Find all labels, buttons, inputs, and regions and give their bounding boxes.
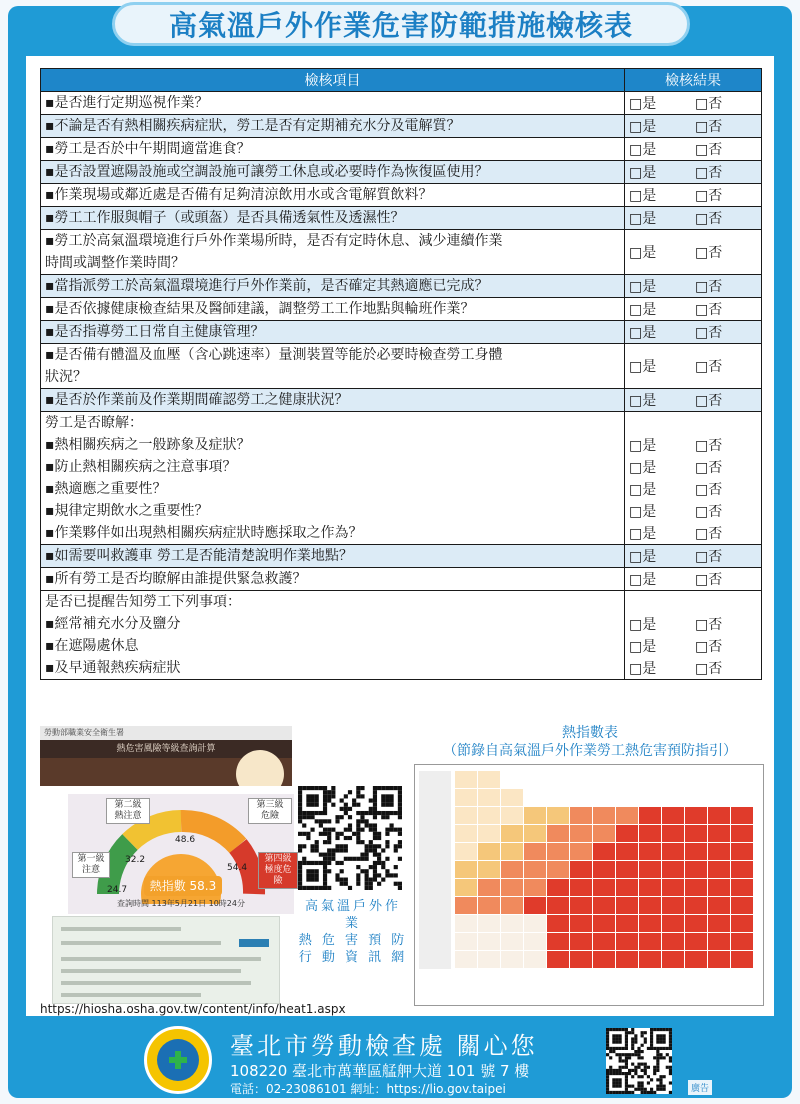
qr-caption-line: 高氣溫戶外作業 <box>304 899 401 931</box>
heat-index-cell <box>685 879 707 896</box>
form-submit-button <box>239 939 269 947</box>
no-checkbox[interactable]: □否 <box>695 325 723 341</box>
heat-index-cell <box>616 915 638 932</box>
check-group-heading: 是否已提醒告知勞工下列事項： <box>45 594 241 610</box>
heat-index-cell <box>731 807 753 824</box>
check-item-text: ▪是否於作業前及作業期間確認勞工之健康狀況？ <box>45 392 349 408</box>
table-row <box>41 568 762 591</box>
no-checkbox[interactable]: □否 <box>695 572 723 588</box>
gauge-tick-left: 32.2 <box>125 855 146 865</box>
lower-section <box>26 716 774 1016</box>
tool-screenshot-header <box>40 726 292 786</box>
header-items: 檢核項目 <box>41 69 625 92</box>
no-checkbox[interactable]: □否 <box>695 279 723 295</box>
heat-index-cell <box>593 843 615 860</box>
heat-index-cell <box>616 951 638 968</box>
heat-index-cell <box>501 915 523 932</box>
check-item-text: ▪不論是否有熱相關疾病症狀，勞工是否有定期補充水分及電解質？ <box>45 118 461 134</box>
check-item-text: ▪如需要叫救護車 勞工是否能清楚說明作業地點？ <box>45 548 353 564</box>
heat-index-cell <box>616 933 638 950</box>
heat-index-cell <box>547 897 569 914</box>
heat-index-cell <box>685 807 707 824</box>
yes-checkbox[interactable]: □是 <box>629 245 657 261</box>
check-item-text: ▪及早通報熱疾病症狀 <box>45 660 181 676</box>
heat-index-cell <box>662 807 684 824</box>
heat-index-cell <box>455 951 477 968</box>
heat-index-cell <box>685 915 707 932</box>
check-item-text: ▪作業現場或鄰近處是否備有足夠清涼飲用水或含電解質飲料？ <box>45 187 433 203</box>
query-time: 查詢時間 113年5月21日 10時24分 <box>117 899 245 908</box>
heat-index-cell <box>639 933 661 950</box>
heat-index-table <box>414 764 764 1006</box>
check-item <box>41 184 625 207</box>
check-item-text: ▪規律定期飲水之重要性？ <box>45 503 209 519</box>
check-item-text: 狀況？ <box>45 369 87 385</box>
check-item <box>41 230 625 275</box>
heat-index-cell <box>455 933 477 950</box>
heat-index-cell <box>593 825 615 842</box>
no-checkbox[interactable]: □否 <box>695 245 723 261</box>
heat-index-cell <box>616 861 638 878</box>
heat-index-cell <box>662 879 684 896</box>
heat-index-cell <box>639 897 661 914</box>
table-row <box>41 115 762 138</box>
checklist-sheet <box>26 56 774 1016</box>
heat-index-cell <box>685 933 707 950</box>
heat-index-cell <box>593 807 615 824</box>
heat-index-cell <box>708 915 730 932</box>
table-row <box>41 545 762 568</box>
heat-index-cell <box>639 825 661 842</box>
check-item <box>41 298 625 321</box>
heat-index-cell <box>455 843 477 860</box>
qr-caption-line: 行 動 資 訊 網 <box>298 950 408 965</box>
result-cell <box>625 298 762 321</box>
heat-index-cell <box>455 825 477 842</box>
heat-index-cell <box>455 897 477 914</box>
no-checkbox[interactable]: □否 <box>695 165 723 181</box>
heat-index-cell <box>547 879 569 896</box>
heat-index-cell <box>616 825 638 842</box>
yes-checkbox[interactable]: □是 <box>629 438 657 454</box>
heat-index-cell <box>662 915 684 932</box>
no-checkbox[interactable]: □否 <box>695 482 723 498</box>
check-item-text: ▪是否設置遮陽設施或空調設施可讓勞工休息或必要時作為恢復區使用？ <box>45 164 489 180</box>
yes-checkbox[interactable]: □是 <box>629 617 657 633</box>
yes-checkbox[interactable]: □是 <box>629 279 657 295</box>
heat-index-cell <box>639 951 661 968</box>
heat-index-cell <box>524 897 546 914</box>
table-row <box>41 344 762 389</box>
heat-index-cell <box>570 879 592 896</box>
table-group-row <box>41 412 762 545</box>
table-row <box>41 230 762 275</box>
heat-index-cell <box>570 861 592 878</box>
heat-index-cell <box>731 879 753 896</box>
heat-index-cell <box>501 933 523 950</box>
heat-index-cell <box>639 807 661 824</box>
no-checkbox[interactable]: □否 <box>695 119 723 135</box>
form-note <box>61 993 201 997</box>
heat-index-cell <box>593 915 615 932</box>
heat-index-cell <box>639 915 661 932</box>
form-note <box>61 981 251 985</box>
gauge-label-level4: 第四級 極度危險 <box>258 852 298 889</box>
check-item <box>41 389 625 412</box>
table-row <box>41 298 762 321</box>
heat-index-cell <box>524 825 546 842</box>
heat-index-cell <box>570 807 592 824</box>
heat-index-cell <box>547 843 569 860</box>
heat-index-cell <box>478 771 500 788</box>
heat-index-cell <box>639 843 661 860</box>
heat-index-cell <box>570 915 592 932</box>
table-row <box>41 207 762 230</box>
heat-index-cell <box>662 897 684 914</box>
qr-caption <box>298 898 408 966</box>
table-row <box>41 92 762 115</box>
heat-index-cell <box>524 933 546 950</box>
heat-index-cell <box>708 843 730 860</box>
heat-index-cell <box>662 933 684 950</box>
yes-checkbox[interactable]: □是 <box>629 142 657 158</box>
no-checkbox[interactable]: □否 <box>695 504 723 520</box>
check-item <box>41 568 625 591</box>
yes-checkbox[interactable]: □是 <box>629 325 657 341</box>
heat-index-cell <box>547 915 569 932</box>
footer-org: 臺北市勞動檢查處 關心您 <box>230 1032 538 1060</box>
heat-index-cell <box>662 843 684 860</box>
heat-index-cell <box>570 897 592 914</box>
heat-index-cell <box>478 861 500 878</box>
heat-index-cell <box>478 807 500 824</box>
form-field <box>61 941 221 945</box>
heat-index-cell <box>547 951 569 968</box>
check-item-text: ▪是否指導勞工日常自主健康管理？ <box>45 324 265 340</box>
heat-index-cell <box>731 897 753 914</box>
heat-index-cell <box>547 825 569 842</box>
gauge-tick-low: 24.7 <box>107 885 128 895</box>
heat-index-cell <box>708 897 730 914</box>
heat-index-cell <box>455 807 477 824</box>
page-title: 高氣溫戶外作業危害防範措施檢核表 <box>168 9 633 42</box>
yes-checkbox[interactable]: □是 <box>629 188 657 204</box>
heat-index-title: 熱指數表 <box>562 725 618 741</box>
heat-index-cell <box>731 933 753 950</box>
no-checkbox[interactable]: □否 <box>695 393 723 409</box>
check-item-text: ▪是否進行定期巡視作業？ <box>45 95 209 111</box>
heat-index-cell <box>455 789 477 806</box>
heat-index-cell <box>501 951 523 968</box>
heat-index-cell <box>478 825 500 842</box>
heat-index-cell <box>478 879 500 896</box>
gauge-tick-top: 48.6 <box>175 835 196 845</box>
check-item <box>41 207 625 230</box>
heat-index-cell <box>501 825 523 842</box>
no-checkbox[interactable]: □否 <box>695 639 723 655</box>
check-item <box>41 344 625 389</box>
result-cell <box>625 138 762 161</box>
yes-checkbox[interactable]: □是 <box>629 526 657 542</box>
heat-index-cell <box>616 807 638 824</box>
no-checkbox[interactable]: □否 <box>695 359 723 375</box>
result-cell <box>625 161 762 184</box>
heat-index-cell <box>478 897 500 914</box>
heat-index-cell <box>708 933 730 950</box>
heat-index-cell <box>616 897 638 914</box>
heat-index-cell <box>524 879 546 896</box>
result-cell <box>625 344 762 389</box>
tool-banner: 熱危害風險等級查詢計算 <box>40 740 292 758</box>
gauge-label-level2: 第二級 熱注意 <box>106 798 150 824</box>
yes-checkbox[interactable]: □是 <box>629 165 657 181</box>
check-item <box>41 138 625 161</box>
heat-index-cell <box>524 861 546 878</box>
check-item-text: ▪是否依據健康檢查結果及醫師建議，調整勞工工作地點與輪班作業？ <box>45 301 475 317</box>
check-item <box>41 321 625 344</box>
heat-index-cell <box>570 933 592 950</box>
check-group <box>41 412 625 545</box>
heat-index-cell <box>593 897 615 914</box>
result-cell <box>625 92 762 115</box>
table-row <box>41 389 762 412</box>
table-row <box>41 138 762 161</box>
no-checkbox[interactable]: □否 <box>695 617 723 633</box>
check-item <box>41 545 625 568</box>
heat-index-cell <box>662 861 684 878</box>
gauge-label-level1: 第一級 注意 <box>72 852 110 878</box>
no-checkbox[interactable]: □否 <box>695 549 723 565</box>
heat-index-cell <box>478 789 500 806</box>
check-item-text: ▪在遮陽處休息 <box>45 638 139 654</box>
yes-checkbox[interactable]: □是 <box>629 302 657 318</box>
header-results: 檢核結果 <box>625 69 762 92</box>
yes-checkbox[interactable]: □是 <box>629 96 657 112</box>
table-row <box>41 321 762 344</box>
yes-checkbox[interactable]: □是 <box>629 504 657 520</box>
check-item <box>41 275 625 298</box>
check-item-text: ▪熱適應之重要性？ <box>45 481 167 497</box>
heat-index-cell <box>708 861 730 878</box>
heat-index-cell <box>524 951 546 968</box>
heat-index-cell <box>455 915 477 932</box>
check-item <box>41 161 625 184</box>
heat-index-cell <box>731 951 753 968</box>
no-checkbox[interactable]: □否 <box>695 661 723 677</box>
heat-index-cell <box>708 879 730 896</box>
heat-index-cell <box>478 843 500 860</box>
check-item-text: ▪防止熱相關疾病之注意事項？ <box>45 459 237 475</box>
heat-index-heading <box>420 724 760 760</box>
check-item-text: 時間或調整作業時間？ <box>45 255 185 271</box>
heat-index-cell <box>478 951 500 968</box>
heat-index-cell <box>685 951 707 968</box>
result-cell <box>625 321 762 344</box>
heat-index-cell <box>547 933 569 950</box>
title-banner <box>112 2 690 46</box>
gauge-tick-right: 54.4 <box>227 863 248 873</box>
heat-index-cell <box>547 807 569 824</box>
heat-index-cell <box>501 789 523 806</box>
yes-checkbox[interactable]: □是 <box>629 393 657 409</box>
check-group-heading: 勞工是否瞭解： <box>45 415 143 431</box>
check-item <box>41 115 625 138</box>
qr-caption-line: 熱 危 害 預 防 <box>298 933 408 948</box>
heat-index-value: 熱指數 58.3 <box>144 876 222 896</box>
form-note <box>61 969 241 973</box>
heat-index-cell <box>708 825 730 842</box>
heat-index-cell <box>524 843 546 860</box>
no-checkbox[interactable]: □否 <box>695 96 723 112</box>
check-group <box>41 591 625 680</box>
heat-index-cell <box>570 825 592 842</box>
check-item-text: ▪作業夥伴如出現熱相關疾病症狀時應採取之作為？ <box>45 525 363 541</box>
ad-badge: 廣告 <box>688 1080 712 1095</box>
yes-checkbox[interactable]: □是 <box>629 211 657 227</box>
yes-checkbox[interactable]: □是 <box>629 119 657 135</box>
heat-index-cell <box>501 897 523 914</box>
check-item-text: ▪勞工工作服與帽子（或頭盔）是否具備透氣性及透濕性？ <box>45 210 405 226</box>
heat-index-cell <box>593 879 615 896</box>
heat-index-cell <box>639 861 661 878</box>
form-field <box>61 927 181 931</box>
result-cell <box>625 275 762 298</box>
result-cell <box>625 412 762 545</box>
result-cell <box>625 115 762 138</box>
heat-index-cell <box>501 879 523 896</box>
check-item-text: ▪經常補充水分及鹽分 <box>45 616 181 632</box>
heat-gauge <box>68 794 294 914</box>
gauge-label-level3: 第三級 危險 <box>248 798 292 824</box>
heat-index-cell <box>455 861 477 878</box>
no-checkbox[interactable]: □否 <box>695 438 723 454</box>
tool-form-panel <box>52 916 280 1004</box>
footer-contact: 電話：02-23086101 網址：https://lio.gov.taipei <box>230 1082 506 1096</box>
heat-index-axis <box>419 771 451 969</box>
no-checkbox[interactable]: □否 <box>695 302 723 318</box>
heat-index-cell <box>547 861 569 878</box>
footer-qr-code-icon[interactable] <box>606 1028 672 1094</box>
heat-index-cell <box>593 933 615 950</box>
check-item-text: ▪是否備有體溫及血壓（含心跳速率）量測裝置等能於必要時檢查勞工身體 <box>45 347 503 363</box>
tool-url[interactable]: https://hiosha.osha.gov.tw/content/info/heat1.aspx <box>40 1002 346 1016</box>
heat-index-cell <box>731 861 753 878</box>
heat-index-cell <box>570 951 592 968</box>
heat-index-cell <box>731 915 753 932</box>
result-cell <box>625 568 762 591</box>
table-row <box>41 275 762 298</box>
checklist-table <box>40 68 762 680</box>
heat-index-cell <box>662 825 684 842</box>
table-row <box>41 161 762 184</box>
heat-index-cell <box>501 843 523 860</box>
heat-index-cell <box>524 915 546 932</box>
heat-index-cell <box>662 951 684 968</box>
heat-index-cell <box>455 879 477 896</box>
heat-index-cell <box>639 879 661 896</box>
yes-checkbox[interactable]: □是 <box>629 460 657 476</box>
heat-index-subtitle: （節錄自高氣溫戶外作業勞工熱危害預防指引） <box>443 743 737 759</box>
no-checkbox[interactable]: □否 <box>695 142 723 158</box>
heat-index-cell <box>455 771 477 788</box>
result-cell <box>625 207 762 230</box>
yes-checkbox[interactable]: □是 <box>629 661 657 677</box>
qr-code-icon[interactable] <box>298 786 402 892</box>
labor-inspection-logo-icon <box>144 1026 212 1094</box>
heat-index-cell <box>685 861 707 878</box>
heat-index-cell <box>616 843 638 860</box>
result-cell <box>625 184 762 207</box>
form-note <box>61 957 261 961</box>
heat-index-cell <box>616 879 638 896</box>
heat-index-cell <box>685 897 707 914</box>
heat-index-cell <box>708 807 730 824</box>
heat-index-cell <box>593 861 615 878</box>
no-checkbox[interactable]: □否 <box>695 460 723 476</box>
heat-index-cell <box>478 933 500 950</box>
heat-index-cell <box>501 807 523 824</box>
heat-index-cell <box>501 861 523 878</box>
table-row <box>41 184 762 207</box>
heat-index-cell <box>731 825 753 842</box>
check-item-text: ▪當指派勞工於高氣溫環境進行戶外作業前，是否確定其熱適應已完成？ <box>45 278 489 294</box>
yes-checkbox[interactable]: □是 <box>629 572 657 588</box>
yes-checkbox[interactable]: □是 <box>629 639 657 655</box>
heat-index-cell <box>478 915 500 932</box>
check-item-text: ▪所有勞工是否均瞭解由誰提供緊急救護？ <box>45 571 307 587</box>
result-cell <box>625 230 762 275</box>
yes-checkbox[interactable]: □是 <box>629 482 657 498</box>
tool-header-bar: 勞動部職業安全衛生署 <box>40 726 292 740</box>
no-checkbox[interactable]: □否 <box>695 526 723 542</box>
heat-index-cell <box>685 843 707 860</box>
check-item-text: ▪勞工於高氣溫環境進行戶外作業場所時，是否有定時休息、減少連續作業 <box>45 233 503 249</box>
footer <box>8 1022 792 1098</box>
check-item-text: ▪勞工是否於中午期間適當進食？ <box>45 141 251 157</box>
table-group-row <box>41 591 762 680</box>
heat-index-cell <box>570 843 592 860</box>
check-item <box>41 92 625 115</box>
heat-index-cell <box>593 951 615 968</box>
no-checkbox[interactable]: □否 <box>695 211 723 227</box>
yes-checkbox[interactable]: □是 <box>629 359 657 375</box>
heat-index-cell <box>524 807 546 824</box>
heat-index-cell <box>685 825 707 842</box>
heat-index-cell <box>731 843 753 860</box>
yes-checkbox[interactable]: □是 <box>629 549 657 565</box>
no-checkbox[interactable]: □否 <box>695 188 723 204</box>
check-item-text: ▪熱相關疾病之一般跡象及症狀？ <box>45 437 251 453</box>
result-cell <box>625 591 762 680</box>
result-cell <box>625 545 762 568</box>
result-cell <box>625 389 762 412</box>
footer-address: 108220 臺北市萬華區艋舺大道 101 號 7 樓 <box>230 1062 530 1080</box>
heat-index-cell <box>708 951 730 968</box>
